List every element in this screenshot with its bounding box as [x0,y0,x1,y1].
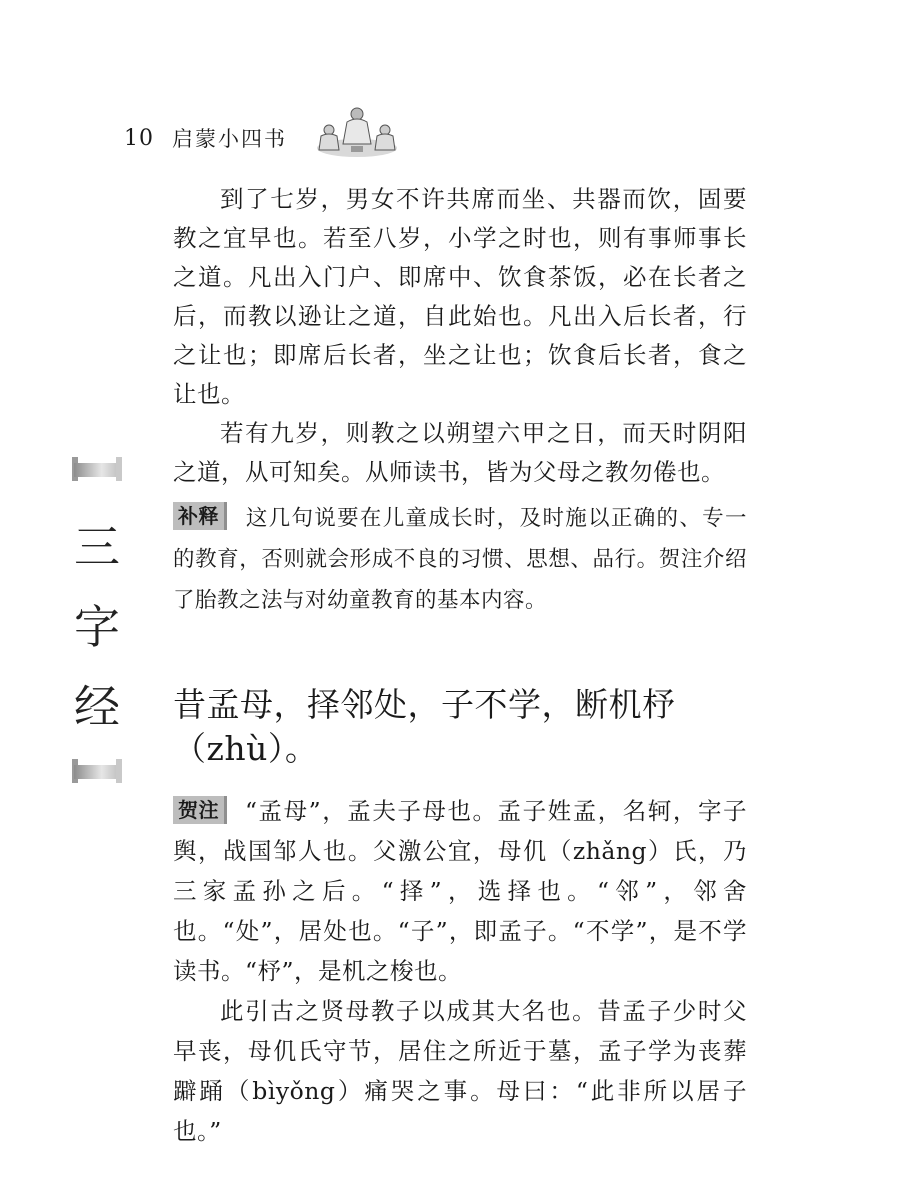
verse-heading: 昔孟母，择邻处，子不学，断机杼（zhù）。 [173,685,676,768]
side-title-char: 经 [74,680,120,734]
annotation-text: “孟母”，孟夫子母也。孟子姓孟，名轲，字子舆，战国邹人也。父激公宜，母仉（zhǎng）氏，乃三家孟孙之后。“择”，选择也。“邻”，邻舍也。“处”，居处也。“子”，即孟子。“不学”，是不学读书。“杼”，是机之梭也。 [173,797,747,985]
page-content [173,180,747,1151]
side-title-char: 字 [74,600,120,654]
paragraph: 到了七岁，男女不许共席而坐、共器而饮，固要教之宜早也。若至八岁，小学之时也，则有事师事长之道。凡出入门户、即席中、饮食茶饭，必在长者之后，而教以逊让之道，自此始也。凡出入后长者，行之让也；即席后长者，坐之让也；饮食后长者，食之让也。 [173,185,747,408]
side-title-tab [70,455,124,787]
side-title-bottom-bar [70,757,124,787]
annotation-tag: 贺注 [173,796,227,824]
annotation [173,791,747,991]
page-header [124,118,405,158]
side-title-char: 三 [74,520,120,574]
supplement-tag: 补释 [173,502,227,530]
side-title-top-bar [70,455,124,485]
supplement-note [173,498,747,621]
header-illustration [309,104,405,162]
page-number: 10 [124,125,154,151]
paragraph: 若有九岁，则教之以朔望六甲之日，而天时阴阳之道，从可知矣。从师读书，皆为父母之教勿倦也。 [173,419,747,486]
book-title: 启蒙小四书 [172,127,287,151]
supplement-text: 这几句说要在儿童成长时，及时施以正确的、专一的教育，否则就会形成不良的习惯、思想、品行。贺注介绍了胎教之法与对幼童教育的基本内容。 [173,506,747,613]
side-title-text [70,485,124,757]
annotation-paragraph: 此引古之贤母教子以成其大名也。昔孟子少时父早丧，母仉氏守节，居住之所近于墓，孟子学为丧葬躃踊（bìyǒng）痛哭之事。母曰：“此非所以居子也。” [173,997,747,1145]
